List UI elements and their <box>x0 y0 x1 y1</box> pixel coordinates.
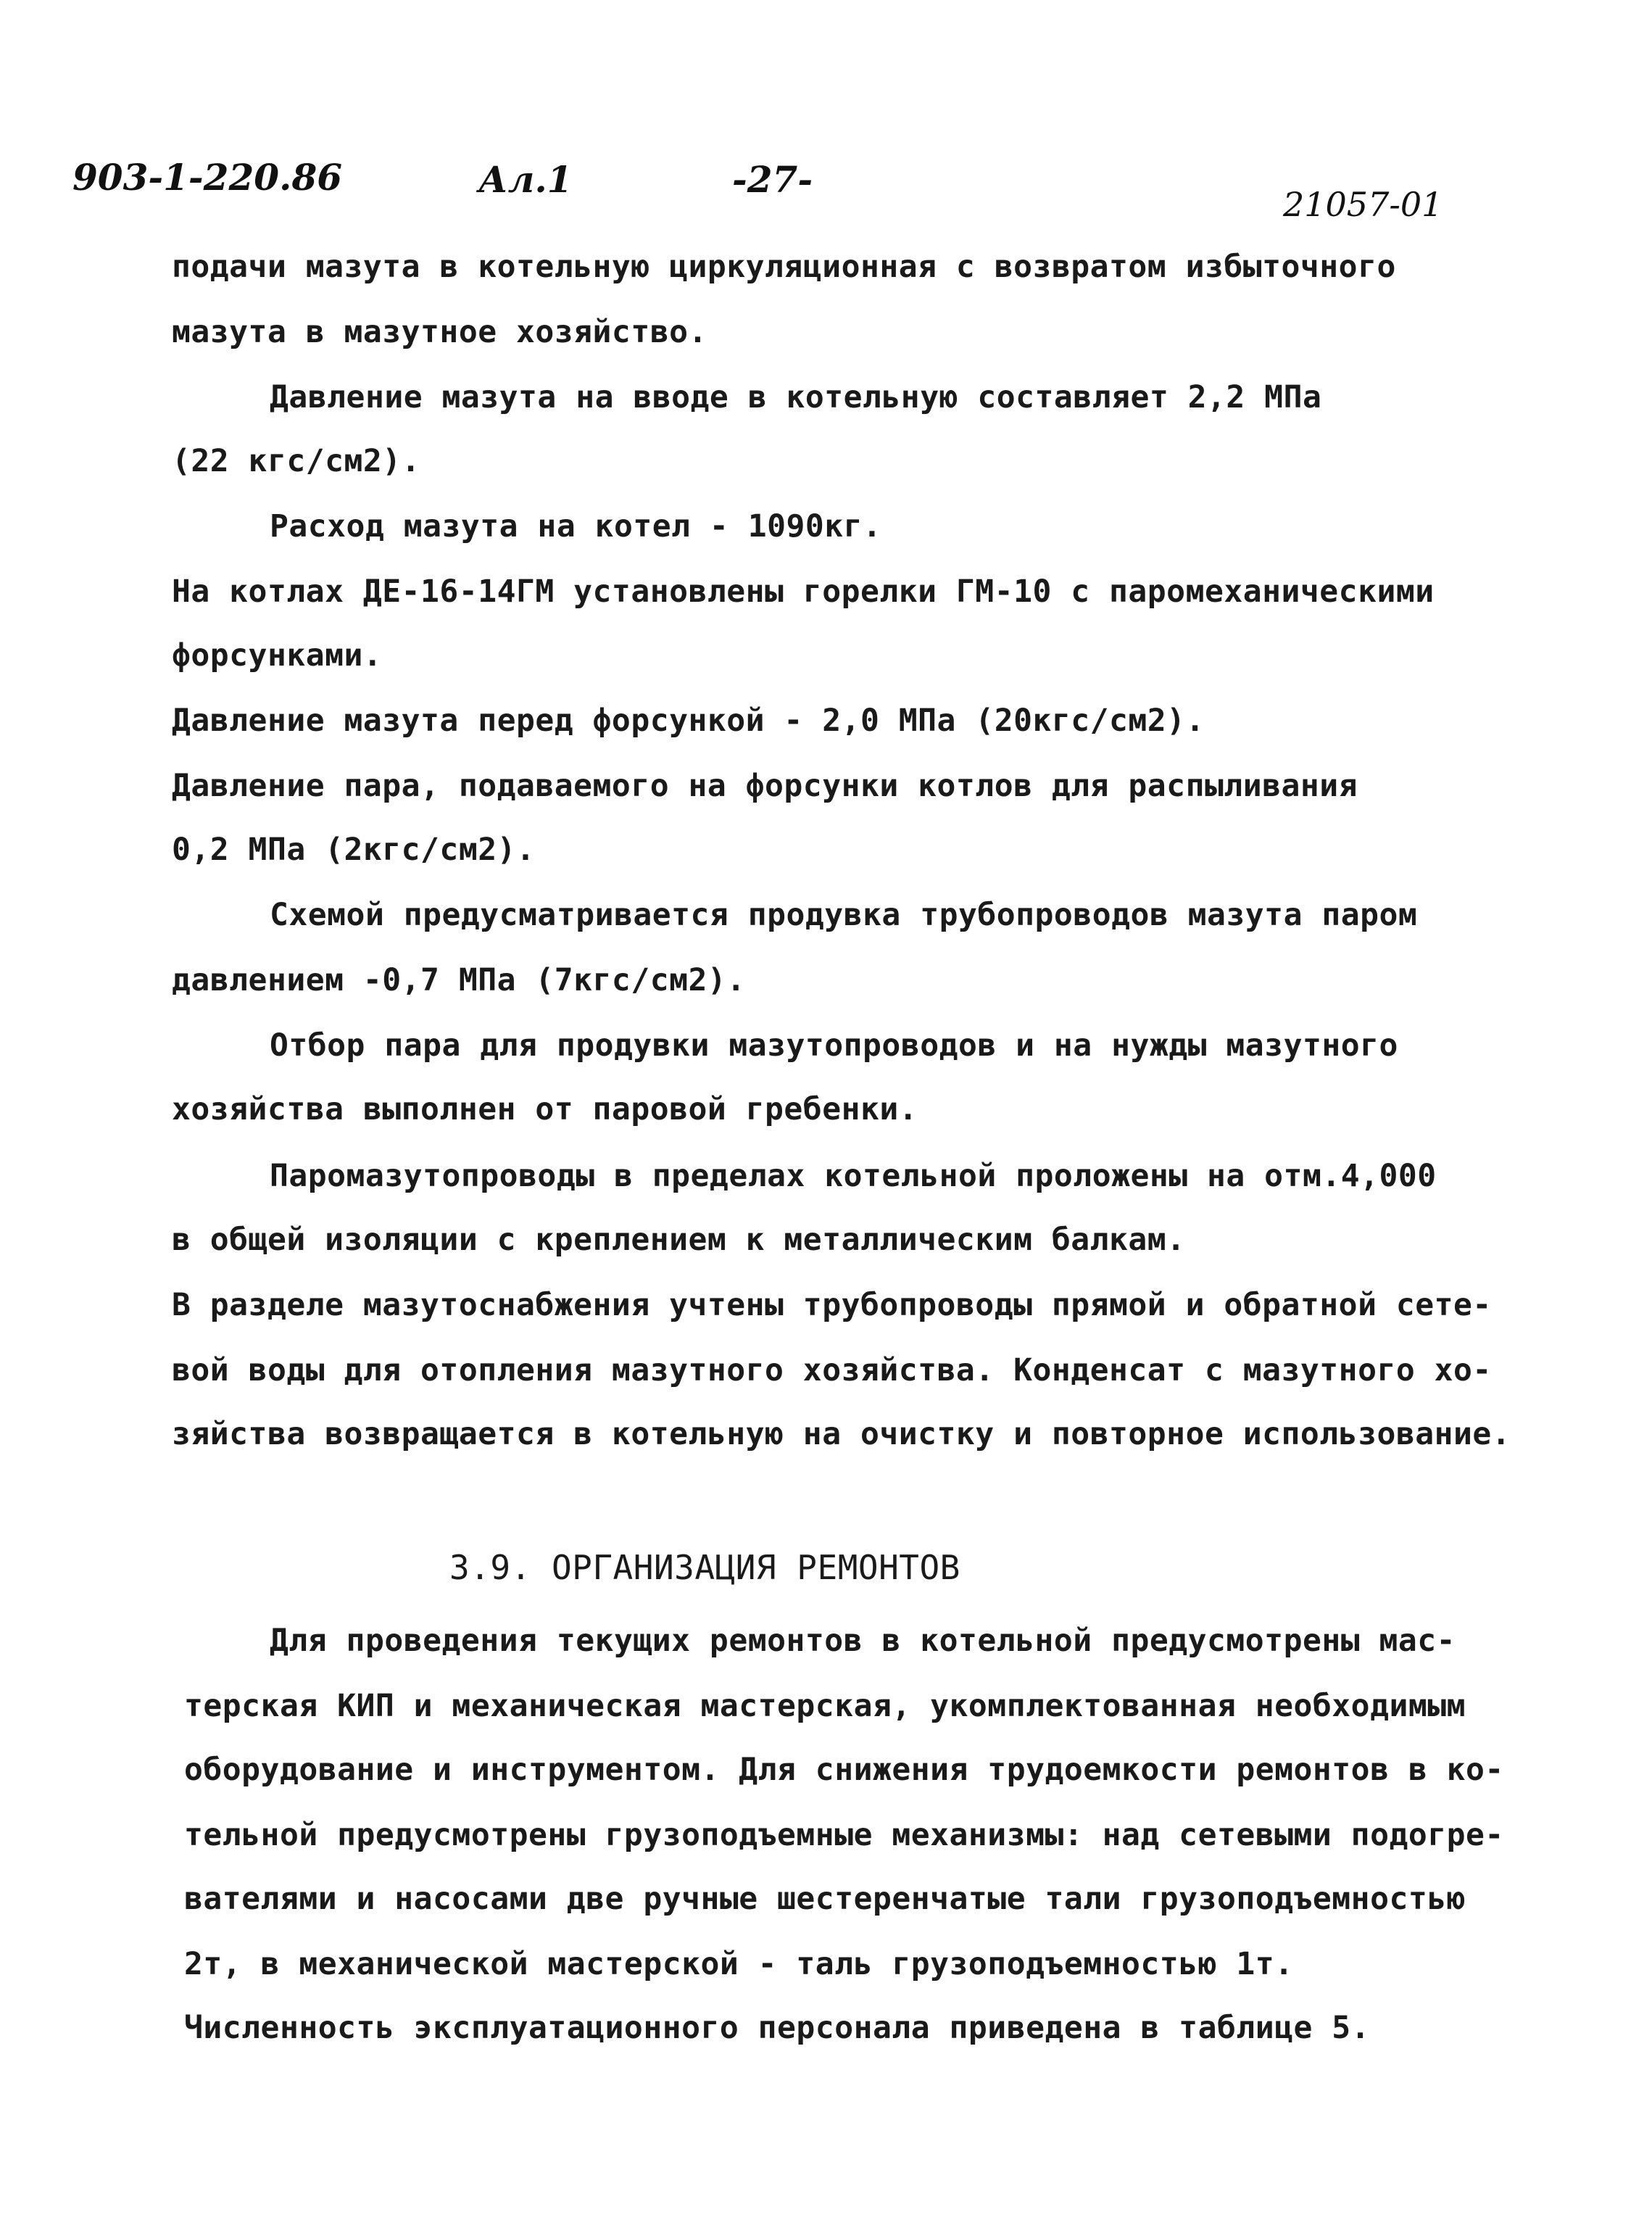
text-line: В разделе мазутоснабжения учтены трубопроводы прямой и обратной сете- <box>172 1287 1492 1323</box>
text-line: Давление мазута на вводе в котельную составляет 2,2 МПа <box>270 379 1322 415</box>
text-line: На котлах ДЕ-16-14ГМ установлены горелки ГМ-10 с паромеханическими <box>172 574 1435 610</box>
text-line: тельной предусмотрены грузоподъемные механизмы: над сетевыми подогре- <box>184 1817 1504 1853</box>
text-line: вой воды для отопления мазутного хозяйства. Конденсат с мазутного хо- <box>172 1352 1492 1388</box>
text-line: в общей изоляции с креплением к металлическим балкам. <box>172 1222 1186 1258</box>
text-line: вателями и насосами две ручные шестеренчатые тали грузоподъемностью <box>184 1881 1466 1917</box>
section-heading: 3.9. ОРГАНИЗАЦИЯ РЕМОНТОВ <box>449 1548 960 1587</box>
sheet-label: Ал.1 <box>478 158 573 201</box>
text-line: мазута в мазутное хозяйство. <box>172 314 707 350</box>
text-line: 2т, в механической мастерской - таль грузоподъемностью 1т. <box>184 1946 1294 1982</box>
text-line: давлением -0,7 МПа (7кгс/см2). <box>172 962 746 998</box>
text-line: Паромазутопроводы в пределах котельной проложены на отм.4,000 <box>270 1158 1437 1194</box>
text-line: Отбор пара для продувки мазутопроводов и на нужды мазутного <box>270 1027 1398 1064</box>
inventory-number: 21057-01 <box>1283 185 1443 224</box>
text-line: терская КИП и механическая мастерская, укомплектованная необходимым <box>184 1688 1466 1724</box>
text-line: Численность эксплуатационного персонала приведена в таблице 5. <box>184 2010 1371 2046</box>
text-line: 0,2 МПа (2кгс/см2). <box>172 832 536 868</box>
text-line: форсунками. <box>172 637 383 674</box>
text-line: оборудование и инструментом. Для снижения трудоемкости ремонтов в ко- <box>184 1752 1504 1788</box>
text-line: (22 кгс/см2). <box>172 443 421 479</box>
doc-code: 903-1-220.86 <box>72 156 343 199</box>
text-line: Давление пара, подаваемого на форсунки котлов для распыливания <box>172 768 1358 804</box>
text-line: Для проведения текущих ремонтов в котельной предусмотрены мас- <box>270 1623 1456 1659</box>
text-line: Схемой предусматривается продувка трубопроводов мазута паром <box>270 897 1418 933</box>
page-number: -27- <box>732 158 813 201</box>
text-line: зяйства возвращается в котельную на очистку и повторное использование. <box>172 1416 1511 1452</box>
text-line: Расход мазута на котел - 1090кг. <box>270 508 882 544</box>
text-line: хозяйства выполнен от паровой гребенки. <box>172 1091 918 1127</box>
text-line: Давление мазута перед форсункой - 2,0 МПа (20кгс/см2). <box>172 703 1205 739</box>
text-line: подачи мазута в котельную циркуляционная с возвратом избыточного <box>172 249 1396 285</box>
